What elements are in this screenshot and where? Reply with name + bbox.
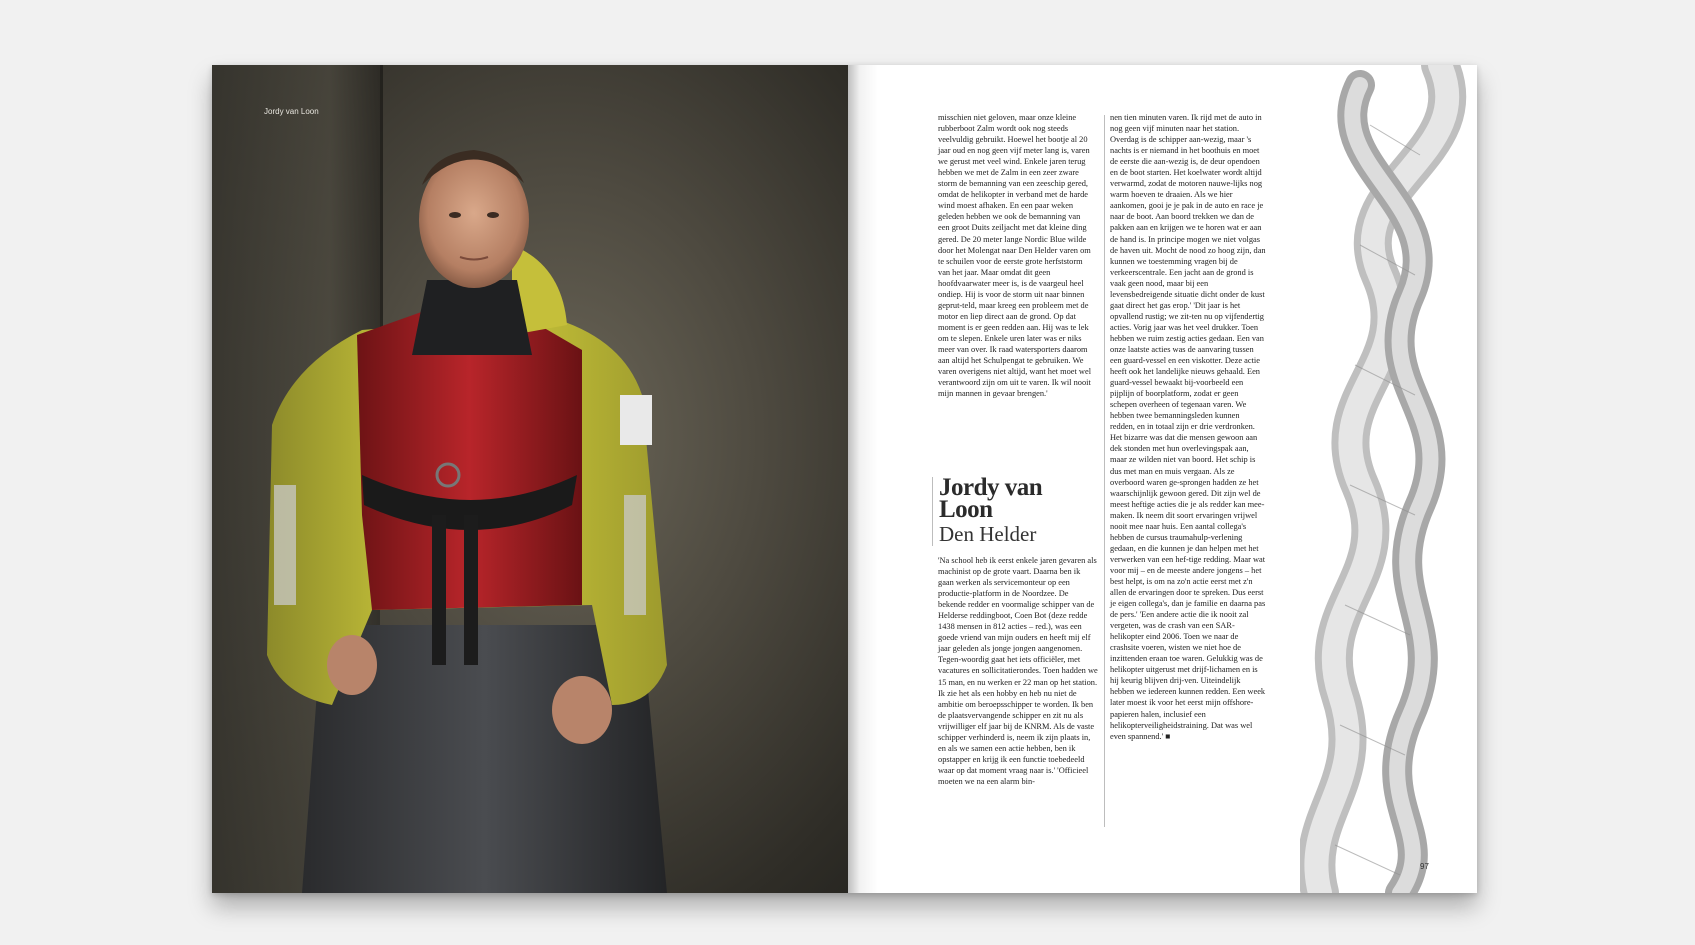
left-hand: [327, 635, 377, 695]
neck-undershirt: [412, 280, 532, 355]
left-eye: [449, 212, 461, 218]
right-eye: [487, 212, 499, 218]
reflective-strip-right: [624, 495, 646, 615]
article-column-1-intro: 'Na school heb ik eerst enkele jaren gevaren als machinist op de grote vaart. Daarna ben ik gaan werken als servicemonteur op een productie-platform in de Noordzee. De bekende redder en voormalige schipper van de Helderse reddingboot, Coen Bot (deze redde 1438 mensen in 812 acties – red.), was een goede vriend van mijn ouders en heeft mij elf jaar geleden als jonge jongen aangenomen. Tegen-woordig gaat het iets officiëler, met vacatures en sollicitatierondes. Toen hadden we 15 man, en nu werken er 22 man op het station. Ik zie het als een hobby en heb nu niet de ambitie om beroepsschipper te worden. Ik ben de plaatsvervangende schipper en zit nu als vrijwilliger elf jaar bij de KNRM. Als de vaste schipper verhinderd is, neem ik zijn plaats in, en als we samen een actie hebben, ben ik opstapper en krijg ik een functie toebedeeld waar op dat moment vraag naar is.' 'Officieel moeten we na een alarm bin-: [938, 556, 1098, 786]
right-hand: [552, 676, 612, 744]
reflective-strip-left: [274, 485, 296, 605]
subject-town: Den Helder: [939, 522, 1037, 546]
harness-strap-right: [464, 515, 478, 665]
photo-caption: Jordy van Loon: [264, 107, 319, 116]
page-number: 97: [1420, 862, 1429, 871]
portrait-photo-page: [212, 65, 848, 893]
article-column-1-top: misschien niet geloven, maar onze kleine rubberboot Zalm wordt ook nog steeds veelvuldig gebruikt. Hoewel het bootje al 20 jaar oud en nog geen vijf meter lang is, varen we gerust met veel wind. Enkele jaren terug hebben we met de Zalm in een zeer zware storm de bemanning van een zeeschip gered, omdat de helikopter in verband met de harde wind moest afhaken. En een paar weken geleden hebben we ook de bemanning van een groot Duits zeiljacht met dat kleine ding gered. De 20 meter lange Nordic Blue wilde door het Molengat naar Den Helder varen om te schuilen voor de eerste grote herfststorm van het jaar. Maar omdat dit geen hoofdvaarwater meer is, is de vaargeul heel ondiep. Hij is voor de storm uit naar binnen geprut-teld, maar kreeg een probleem met de motor en liep direct aan de grond. Op dat moment is er geen redden aan. Hij was te lek om te slepen. Enkele uren later was er niks meer van over. Ik raad watersporters daarom aan altijd het Schulpengat te gebruiken. We varen overigens niet altijd, want het moet wel verantwoord zijn om uit te varen. Ik wil nooit mijn mannen in gevaar brengen.': [938, 113, 1092, 399]
page-gutter-shadow: [848, 65, 878, 893]
article-column-2: nen tien minuten varen. Ik rijd met de auto in nog geen vijf minuten naar het station. Overdag is de schipper aan-wezig, maar 's nachts is er niemand in het boothuis en moet de eerste die aan-wezig is, de deur opendoen en de boot starten. Het koelwater wordt altijd verwarmd, zodat de motoren nauwe-lijks nog warm hoeven te draaien. Als we hier aankomen, gooi je je pak in de auto en race je naar de boot. Aan boord trekken we dan de pakken aan en krijgen we te horen wat er aan de hand is. In principe mogen we niet volgas de haven uit. Mocht de nood zo hoog zijn, dan kunnen we toestemming vragen bij de verkeerscentrale. Een jacht aan de grond is vaak geen nood, maar bij een levensbedreigende situatie dicht onder de kust gaat direct het gas erop.' 'Dit jaar is het opvallend rustig; we zit-ten nu op vijfendertig acties. Vorig jaar was het veel drukker. Toen hebben we ruim zestig acties gedaan. Een van onze laatste acties was de aanvaring tussen een guard-vessel en een viskotter. Deze actie heeft ook het landelijke nieuws gehaald. Een guard-vessel bewaakt bij-voorbeeld een pijplijn of boorplatform, zodat er geen schepen overheen of tegenaan varen. We hebben twee bemanningsleden kunnen redden, en in totaal zijn er drie verdronken. Het bizarre was dat die mensen gewoon aan dek stonden met hun overlevingspak aan, maar ze wilden niet van boord. Het schip is dus met man en muis vergaan. Als ze overboord waren ge-sprongen hadden ze het waarschijnlijk gewoon gered. Dit zijn wel de meest heftige acties die je als redder kan mee-maken. Ik neem dit soort ervaringen vrijwel nooit mee naar huis. Een aantal collega's hebben de cursus traumahulp-verlening gedaan, en die kunnen je dan helpen met het verwerken van een hef-tige redding. Maar wat voor mij – en de meeste andere jongens – het best helpt, is om na zo'n actie eerst met z'n allen de ervaringen door te spreken. Dus eerst je eigen collega's, dan je familie en daarna pas de pers.' 'Een andere actie die ik nooit zal vergeten, was de crash van een SAR-helikopter eind 2006. Toen we naar de crashsite voeren, wisten we niet hoe de inzittenden eraan toe waren. Gelukkig was de helikopter uitgerust met drijf-lichamen en is hij keurig blijven drij-ven. Uiteindelijk hebben we iedereen kunnen redden. Een week later moest ik voor het eerst mijn offshore-papieren halen, inclusief een helikopterveiligheidstraining. Dat was wel even spannend.' ■: [1110, 113, 1266, 741]
harness-strap-left: [432, 515, 446, 665]
rope-image: [1300, 65, 1477, 893]
article-column-1-intro-wrap: [938, 555, 1098, 787]
subject-name: Jordy van Loon: [939, 474, 1043, 523]
column-divider: [1104, 115, 1105, 827]
portrait-figure: [212, 65, 848, 893]
article-heading: [932, 474, 1099, 546]
knrm-badge: [620, 395, 652, 445]
magazine-spread: [212, 65, 1477, 893]
